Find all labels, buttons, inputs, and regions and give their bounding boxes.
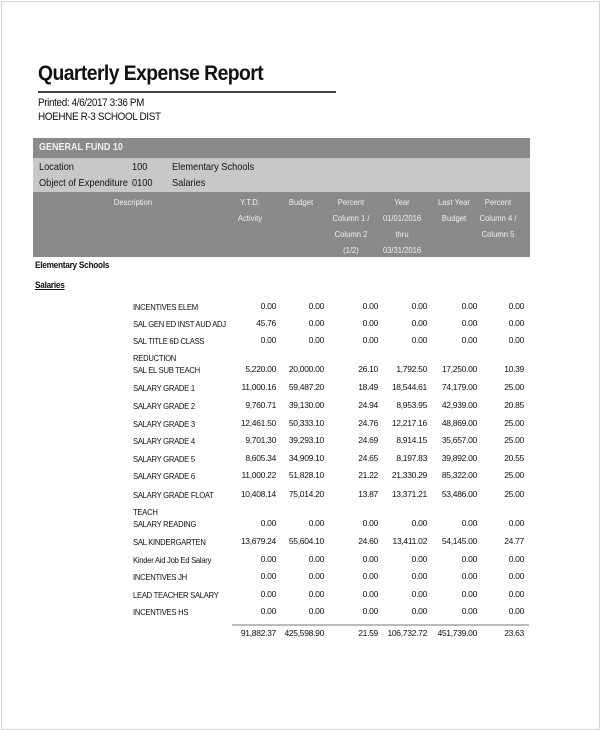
row-description: SALARY GRADE 6: [133, 471, 195, 481]
col-year-line3: thru: [395, 229, 409, 239]
row-last-year-budget: 0.00: [461, 606, 477, 616]
row-description: SAL GEN ED INST AUD ADJ: [133, 319, 226, 329]
row-budget: 0.00: [308, 606, 324, 616]
row-pct1: 0.00: [362, 518, 378, 528]
row-last-year-budget: 53,486.00: [441, 489, 477, 499]
col-description: Description: [113, 197, 153, 207]
row-pct1: 24.94: [358, 400, 378, 410]
row-ytd: 0.00: [260, 301, 276, 311]
row-description: INCENTIVES ELEM: [133, 302, 198, 312]
table-row: [0, 534, 600, 552]
row-year: 8,197.83: [396, 453, 427, 463]
row-budget: 0.00: [308, 554, 324, 564]
total-pct1: 21.59: [358, 628, 378, 638]
row-last-year-budget: 0.00: [461, 301, 477, 311]
row-year: 0.00: [411, 301, 427, 311]
row-pct1: 0.00: [362, 335, 378, 345]
row-budget: 75,014.20: [288, 489, 324, 499]
row-year: 12,217.16: [391, 418, 427, 428]
table-row: [0, 398, 600, 416]
row-pct2: 25.00: [504, 489, 524, 499]
row-pct2: 20.85: [504, 400, 524, 410]
col-pct2-line3: Column 5: [481, 229, 515, 239]
row-description: SALARY GRADE 2: [133, 401, 195, 411]
totals-row: [0, 626, 600, 644]
row-last-year-budget: 85,322.00: [441, 470, 477, 480]
row-pct1: 13.87: [358, 489, 378, 499]
object-code: 0100: [132, 177, 153, 189]
row-budget: 50,333.10: [288, 418, 324, 428]
table-row: [0, 569, 600, 587]
col-pct2-line1: Percent: [484, 197, 512, 207]
object-name: Salaries: [172, 177, 206, 189]
table-row: [0, 362, 600, 380]
row-description: INCENTIVES JH: [133, 572, 187, 582]
col-ytd-line1: Y.T.D.: [240, 197, 260, 207]
row-ytd: 0.00: [260, 554, 276, 564]
row-pct2: 0.00: [508, 571, 524, 581]
row-pct1: 0.00: [362, 571, 378, 581]
row-ytd: 0.00: [260, 335, 276, 345]
table-row: [0, 516, 600, 534]
row-ytd: 0.00: [260, 606, 276, 616]
total-pct2: 23.63: [504, 628, 524, 638]
total-year: 106,732.72: [387, 628, 427, 638]
location-code: 100: [132, 161, 148, 173]
row-pct2: 24.77: [504, 536, 524, 546]
row-last-year-budget: 48,869.00: [441, 418, 477, 428]
row-ytd: 11,000.16: [241, 382, 276, 392]
row-pct1: 18.49: [358, 382, 378, 392]
table-row: [0, 416, 600, 434]
row-pct1: 26.10: [358, 364, 378, 374]
col-lastyear-line1: Last Year: [438, 197, 470, 207]
row-pct2: 25.00: [504, 418, 524, 428]
col-budget: Budget: [288, 197, 314, 207]
row-pct1: 0.00: [362, 589, 378, 599]
row-last-year-budget: 42,939.00: [441, 400, 477, 410]
row-pct2: 0.00: [508, 318, 524, 328]
row-pct1: 21.22: [358, 470, 378, 480]
row-pct2: 0.00: [508, 301, 524, 311]
col-year-line4: 03/31/2016: [382, 245, 422, 255]
table-row: [0, 451, 600, 469]
row-description: SALARY GRADE FLOAT TEACH: [133, 490, 214, 517]
row-budget: 0.00: [308, 518, 324, 528]
row-budget: 39,293.10: [288, 435, 324, 445]
row-description: SAL EL SUB TEACH: [133, 365, 200, 375]
row-ytd: 9,701.30: [245, 435, 276, 445]
table-row: [0, 433, 600, 451]
row-description: Kinder Aid Job Ed Salary: [133, 555, 212, 565]
table-row: [0, 316, 600, 334]
location-section-heading: Elementary Schools: [35, 260, 110, 270]
row-pct1: 0.00: [362, 318, 378, 328]
row-year: 0.00: [411, 554, 427, 564]
row-description: SALARY READING: [133, 519, 197, 529]
table-row: [0, 333, 600, 363]
fund-header: [33, 138, 530, 158]
row-last-year-budget: 0.00: [461, 589, 477, 599]
row-description: SALARY GRADE 4: [133, 436, 195, 446]
row-ytd: 45.76: [256, 318, 276, 328]
row-budget: 34,909.10: [288, 453, 324, 463]
row-year: 1,792.50: [396, 364, 427, 374]
table-row: [0, 587, 600, 605]
col-ytd-line2: Activity: [237, 213, 263, 223]
row-budget: 0.00: [308, 301, 324, 311]
row-description: SALARY GRADE 5: [133, 454, 195, 464]
row-ytd: 0.00: [260, 518, 276, 528]
row-year: 13,411.02: [392, 536, 427, 546]
row-year: 21,330.29: [391, 470, 427, 480]
row-year: 0.00: [411, 518, 427, 528]
row-last-year-budget: 0.00: [461, 318, 477, 328]
row-pct2: 10.39: [504, 364, 524, 374]
row-year: 0.00: [411, 589, 427, 599]
printed-timestamp: Printed: 4/6/2017 3:36 PM: [38, 97, 145, 109]
row-year: 8,914.15: [396, 435, 427, 445]
row-last-year-budget: 35,657.00: [441, 435, 477, 445]
row-budget: 0.00: [308, 589, 324, 599]
row-year: 0.00: [411, 571, 427, 581]
row-pct2: 20.55: [504, 453, 524, 463]
report-title: Quarterly Expense Report: [38, 62, 264, 85]
row-ytd: 13,679.24: [240, 536, 276, 546]
row-description: SAL TITLE 6D CLASS REDUCTION: [133, 336, 205, 363]
total-budget: 425,598.90: [284, 628, 324, 638]
row-pct1: 0.00: [362, 554, 378, 564]
col-pct1-line4: (1/2): [343, 245, 359, 255]
row-last-year-budget: 39,892.00: [441, 453, 477, 463]
row-budget: 59,487.20: [288, 382, 324, 392]
row-ytd: 10,408.14: [240, 489, 276, 499]
row-ytd: 9,760.71: [245, 400, 276, 410]
total-ytd: 91,882.37: [240, 628, 276, 638]
row-year: 13,371.21: [391, 489, 427, 499]
row-pct2: 25.00: [504, 435, 524, 445]
row-last-year-budget: 74,179.00: [441, 382, 477, 392]
row-description: LEAD TEACHER SALARY: [133, 590, 219, 600]
row-budget: 55,604.10: [288, 536, 324, 546]
row-pct1: 24.65: [358, 453, 378, 463]
fund-label: GENERAL FUND 10: [39, 142, 123, 153]
row-budget: 0.00: [308, 318, 324, 328]
row-year: 0.00: [411, 606, 427, 616]
district-name: HOEHNE R-3 SCHOOL DIST: [38, 111, 161, 123]
location-band: [33, 158, 530, 192]
row-year: 8,953.95: [396, 400, 427, 410]
col-lastyear-line2: Budget: [441, 213, 467, 223]
row-last-year-budget: 17,250.00: [441, 364, 477, 374]
row-pct1: 0.00: [362, 301, 378, 311]
row-pct1: 24.69: [358, 435, 378, 445]
row-description: INCENTIVES HS: [133, 607, 189, 617]
col-pct1-line1: Percent: [337, 197, 365, 207]
row-budget: 0.00: [308, 571, 324, 581]
table-row: [0, 468, 600, 486]
row-pct2: 0.00: [508, 335, 524, 345]
table-row: [0, 299, 600, 317]
title-underline: [38, 91, 336, 93]
row-pct2: 0.00: [508, 518, 524, 528]
row-pct2: 0.00: [508, 554, 524, 564]
row-budget: 20,000.00: [288, 364, 324, 374]
row-ytd: 12,461.50: [240, 418, 276, 428]
row-last-year-budget: 0.00: [461, 571, 477, 581]
row-budget: 39,130.00: [288, 400, 324, 410]
row-last-year-budget: 0.00: [461, 554, 477, 564]
object-section-heading: Salaries: [35, 280, 65, 290]
col-pct1-line2: Column 1 /: [332, 213, 370, 223]
row-description: SALARY GRADE 3: [133, 419, 195, 429]
total-last-year-budget: 451,739.00: [437, 628, 477, 638]
row-ytd: 0.00: [260, 571, 276, 581]
col-pct2-line2: Column 4 /: [479, 213, 517, 223]
row-ytd: 8,605.34: [245, 453, 276, 463]
row-last-year-budget: 0.00: [461, 335, 477, 345]
object-label: Object of Expenditure: [39, 177, 128, 189]
row-pct1: 24.60: [358, 536, 378, 546]
table-row: [0, 487, 600, 517]
table-row: [0, 604, 600, 622]
table-row: [0, 552, 600, 570]
row-last-year-budget: 54,145.00: [441, 536, 477, 546]
row-budget: 0.00: [308, 335, 324, 345]
location-name: Elementary Schools: [172, 161, 255, 173]
row-ytd: 11,000.22: [241, 470, 276, 480]
row-pct2: 0.00: [508, 589, 524, 599]
row-pct1: 24.76: [358, 418, 378, 428]
row-pct2: 25.00: [504, 382, 524, 392]
row-year: 0.00: [411, 318, 427, 328]
col-year-line1: Year: [394, 197, 410, 207]
column-header-band: [33, 192, 530, 257]
col-pct1-line3: Column 2: [334, 229, 368, 239]
location-label: Location: [39, 161, 74, 173]
row-last-year-budget: 0.00: [461, 518, 477, 528]
row-budget: 51,828.10: [288, 470, 324, 480]
row-ytd: 5,220.00: [245, 364, 276, 374]
row-pct2: 25.00: [504, 470, 524, 480]
row-ytd: 0.00: [260, 589, 276, 599]
table-row: [0, 380, 600, 398]
row-pct2: 0.00: [508, 606, 524, 616]
row-year: 0.00: [411, 335, 427, 345]
row-year: 18,544.61: [391, 382, 427, 392]
col-year-line2: 01/01/2016: [382, 213, 422, 223]
row-pct1: 0.00: [362, 606, 378, 616]
row-description: SALARY GRADE 1: [133, 383, 195, 393]
row-description: SAL KINDERGARTEN: [133, 537, 206, 547]
